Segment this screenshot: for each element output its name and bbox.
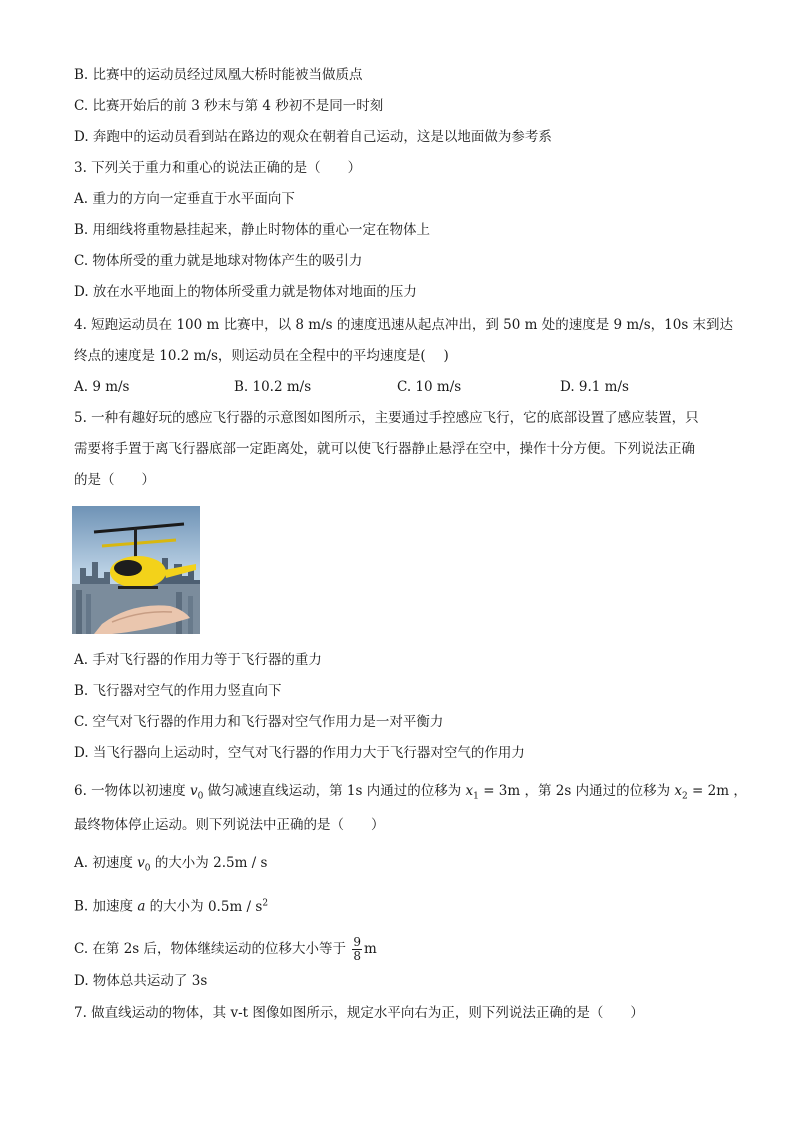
q6-v0-symbol: $v_0$ [189, 783, 204, 802]
q5-stem-line2: 需要将手置于离飞行器底部一定距离处，就可以使飞行器静止悬浮在空中，操作十分方便。下列说法正确 [74, 441, 695, 457]
q5-stem-line3: 的是（ ） [74, 472, 155, 488]
q6-option-b-value: $0.5m / s^2$ [207, 898, 269, 915]
q5-option-b: B. 飞行器对空气的作用力竖直向下 [74, 683, 282, 699]
q6-option-a-value: 2.5m / s [213, 855, 268, 871]
q6-x2-expression: $x_2 = 2m$ [674, 783, 730, 802]
q4-stem-line2: 终点的速度是 10.2 m/s，则运动员在全程中的平均速度是( ) [74, 348, 449, 364]
q5-option-c: C. 空气对飞行器的作用力和飞行器对空气作用力是一对平衡力 [74, 714, 444, 730]
q6-stem-comma: ， [733, 783, 747, 799]
q3-option-c: C. 物体所受的重力就是地球对物体产生的吸引力 [74, 253, 363, 269]
q6-option-c-fraction: $\frac{9}{8}$ [353, 935, 361, 963]
q6-option-d: D. 物体总共运动了 3s [74, 973, 208, 989]
q4-option-a: A. 9 m/s [74, 379, 130, 395]
q6-option-a: A. 初速度 $v_0$ 的大小为 2.5m / s [74, 855, 268, 874]
q3-option-d: D. 放在水平地面上的物体所受重力就是物体对地面的压力 [74, 284, 417, 300]
q2-option-c: C. 比赛开始后的前 3 秒末与第 4 秒初不是同一时刻 [74, 98, 384, 114]
q7-stem: 7. 做直线运动的物体，其 v-t 图像如图所示，规定水平向右为正，则下列说法正确的是（ ） [74, 1005, 644, 1021]
q6-option-d-value: 3s [191, 973, 208, 989]
q6-option-b: B. 加速度 a 的大小为 $0.5m / s^2$ [74, 898, 269, 915]
q4-option-c: C. 10 m/s [397, 379, 462, 395]
q6-stem-line2: 最终物体停止运动。则下列说法中正确的是（ ） [74, 817, 385, 833]
q6-stem-part3: ，第 2s 内通过的位移为 [524, 783, 671, 799]
q3-option-a: A. 重力的方向一定垂直于水平面向下 [74, 191, 295, 207]
q6-x1-expression: $x_1 = 3m$ [465, 783, 521, 802]
q5-option-d: D. 当飞行器向上运动时，空气对飞行器的作用力大于飞行器对空气的作用力 [74, 745, 525, 761]
q4-stem-line1: 4. 短跑运动员在 100 m 比赛中，以 8 m/s 的速度迅速从起点冲出，到 50 m 处的速度是 9 m/s，10s 末到达 [74, 317, 734, 333]
q3-stem: 3. 下列关于重力和重心的说法正确的是（ ） [74, 160, 362, 176]
q4-option-b: B. 10.2 m/s [234, 379, 312, 395]
q2-option-d: D. 奔跑中的运动员看到站在路边的观众在朝着自己运动，这是以地面做为参考系 [74, 129, 552, 145]
q3-option-b: B. 用细线将重物悬挂起来，静止时物体的重心一定在物体上 [74, 222, 431, 238]
q6-stem-part2: 做匀减速直线运动，第 1s 内通过的位移为 [207, 783, 462, 799]
q6-stem-line1 [74, 782, 747, 806]
q6-option-c: C. 在第 2s 后，物体继续运动的位移大小等于 $\frac{9}{8}$ m [74, 935, 377, 963]
hand-controlled-helicopter-photo [72, 506, 200, 634]
q5-option-a: A. 手对飞行器的作用力等于飞行器的重力 [74, 652, 322, 668]
q2-option-b: B. 比赛中的运动员经过凤凰大桥时能被当做质点 [74, 67, 363, 83]
q4-option-d: D. 9.1 m/s [560, 379, 629, 395]
q5-stem-line1: 5. 一种有趣好玩的感应飞行器的示意图如图所示，主要通过手控感应飞行，它的底部设置了感应装置，只 [74, 410, 699, 426]
q6-stem-part1: 6. 一物体以初速度 [74, 783, 186, 799]
